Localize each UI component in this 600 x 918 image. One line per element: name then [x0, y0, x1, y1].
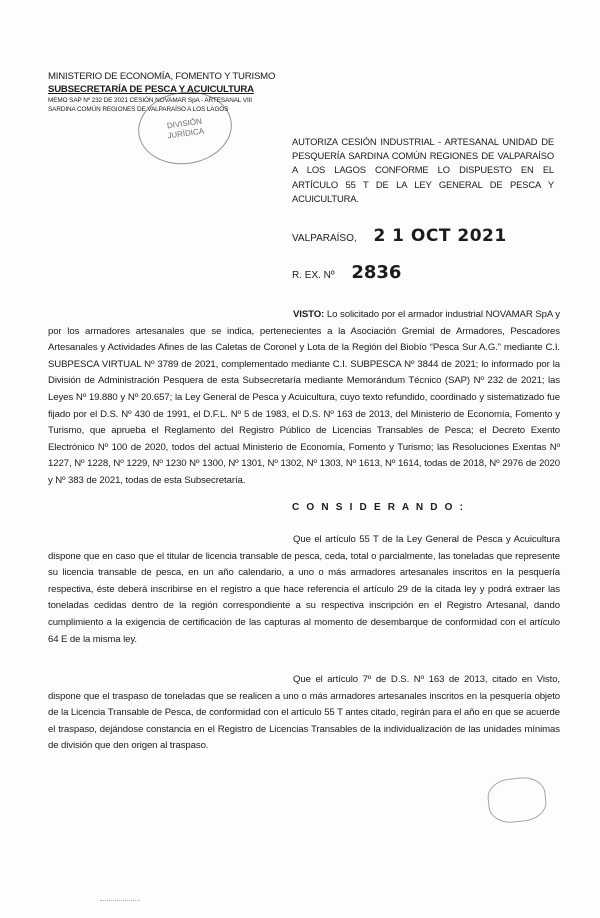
- visto-text: Lo solicitado por el armador industrial NOVAMAR SpA y por los armadores artesanales que se indica, pertenecientes a la Asociación Gremial de Armadores, Pescadores Artesanales y Actividades Afines de las Caletas de Coronel y Lota de la Región del Biobío “Pesca Sur A.G.” mediante C.I. SUBPESCA VIRTUAL Nº 3789 de 2021, complementado mediante C.I. SUBPESCA Nº 3844 de 2021; lo informado por la División de Administración Pesquera de esta Subsecretaría mediante Memorándum Técnico (SAP) Nº 232 de 2021; las Leyes Nº 19.880 y Nº 20.657; la Ley General de Pesca y Acuicultura, cuyo texto refundido, coordinado y sistematizado fue fijado por el D.S. Nº 430 de 1991, el D.F.L. Nº 5 de 1983, el D.S. Nº 163 de 2013, del Ministerio de Economía, Fomento y Turismo, que aprueba el Reglamento del Registro Público de Licencias Transables de Pesca; el Decreto Exento Electrónico Nº 100 de 2020, todos del actual Ministerio de Economía, Fomento y Turismo; las Resoluciones Exentas Nº 1227, Nº 1228, Nº 1229, Nº 1230 Nº 1300, Nº 1301, Nº 1302, Nº 1303, Nº 1613, Nº 1614, todas de 2018, Nº 2976 de 2020 y Nº 383 de 2021, todas de esta Subsecretaría.: [48, 309, 560, 486]
- date-value: 2 1 OCT 2021: [373, 226, 507, 246]
- visto-label: VISTO:: [293, 309, 325, 320]
- considerando-paragraph-2: [48, 672, 560, 755]
- visto-section: [48, 307, 560, 490]
- considerando-p2-text: Que el artículo 7º de D.S. Nº 163 de 2013, citado en Visto, dispone que el traspaso de toneladas que se realicen a uno o más armadores artesanales inscritos en la pesquería objeto de la Licencia Transable de Pesca, de conformidad con el artículo 55 T antes citado, regirán para el año en que se acuerde el traspaso, dejándose constancia en el Registro de Licencias Transables de la individualización de las unidades mínimas de división que den origen al traspaso.: [48, 674, 560, 752]
- page-seal-stamp: [486, 775, 548, 825]
- reference-line-2: SARDINA COMÚN REGIONES DE VALPARAÍSO A LOS LAGOS: [48, 106, 229, 113]
- resolution-number-row: [292, 262, 401, 283]
- stamp-line-1: DIVISIÓN: [166, 116, 203, 131]
- footer-mark: [100, 900, 140, 905]
- rex-label: R. EX. Nº: [292, 270, 335, 281]
- rex-number: 2836: [351, 262, 402, 283]
- considerando-p1-text: Que el artículo 55 T de la Ley General de Pesca y Acuicultura dispone que en caso que el titular de licencia transable de pesca, ceda, total o parcialmente, las toneladas que represente su licencia transable de pesca, en un año calendario, a uno o más armadores artesanales inscritos en la pesquería respectiva, éste deberá inscribirse en el registro a que hace referencia el artículo 29 de la citada ley y podrá extraer las toneladas cedidas dentro de la región correspondiente a su respectiva inscripción en el Registro Artesanal, dando cumplimiento a la exigencia de certificación de las capturas al momento de desembarque de conformidad con el artículo 64 E de la misma ley.: [48, 534, 560, 645]
- considerando-paragraph-1: [48, 532, 560, 648]
- date-place: VALPARAÍSO,: [292, 233, 357, 244]
- division-juridica-stamp: [133, 86, 236, 170]
- considerando-heading: C O N S I D E R A N D O :: [292, 502, 466, 513]
- visto-paragraph: [48, 307, 560, 490]
- stamp-line-2: JURÍDICA: [166, 126, 205, 141]
- date-row: [292, 226, 507, 246]
- resolution-subject: AUTORIZA CESIÓN INDUSTRIAL - ARTESANAL UNIDAD DE PESQUERÍA SARDINA COMÚN REGIONES DE VALPARAÍSO A LOS LAGOS CONFORME LO DISPUESTO EN EL ARTÍCULO 55 T DE LA LEY GENERAL DE PESCA Y ACUICULTURA.: [292, 136, 554, 204]
- ministry-name: MINISTERIO DE ECONOMÍA, FOMENTO Y TURISMO: [48, 71, 276, 82]
- subsecretaria-name: SUBSECRETARÍA DE PESCA Y ACUICULTURA: [48, 84, 254, 95]
- reference-line-1: MEMO SAP Nº 232 DE 2021 CESIÓN NOVAMAR SpA - ARTESANAL VIII: [48, 97, 252, 104]
